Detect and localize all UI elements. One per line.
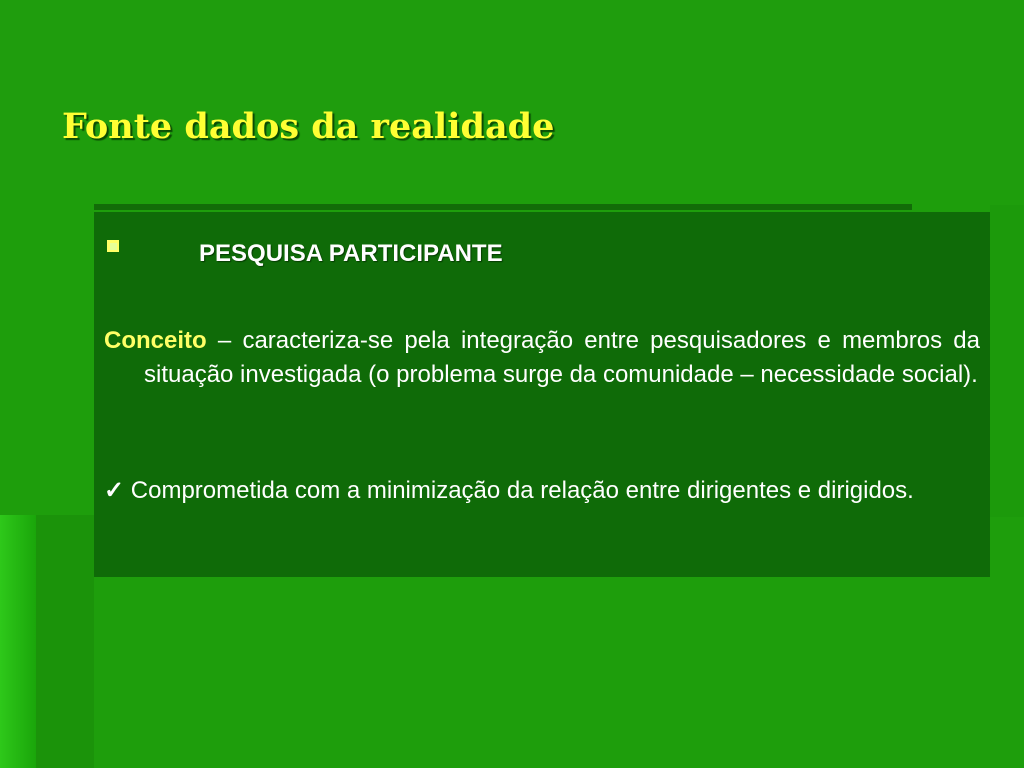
decorative-top-line	[94, 204, 912, 210]
square-bullet-icon	[107, 240, 119, 252]
concept-paragraph	[104, 324, 980, 392]
background-left-shadow	[36, 515, 94, 768]
concept-term: Conceito	[104, 327, 207, 354]
content-panel	[94, 212, 990, 577]
checklist-text: Comprometida com a minimização da relação entre dirigentes e dirigidos.	[124, 477, 914, 504]
background-left-stripe	[0, 515, 36, 768]
slide-title: Fonte dados da realidade	[62, 106, 555, 147]
background-top	[0, 0, 1024, 190]
background-right-band	[990, 205, 1024, 517]
concept-text: – caracteriza-se pela integração entre pesquisadores e membros da situação investigada (o problema surge da comunidade – necessidade social).	[144, 327, 980, 388]
section-heading: PESQUISA PARTICIPANTE	[199, 240, 503, 267]
checkmark-icon: ✓	[104, 477, 125, 504]
checklist-paragraph	[104, 474, 980, 508]
